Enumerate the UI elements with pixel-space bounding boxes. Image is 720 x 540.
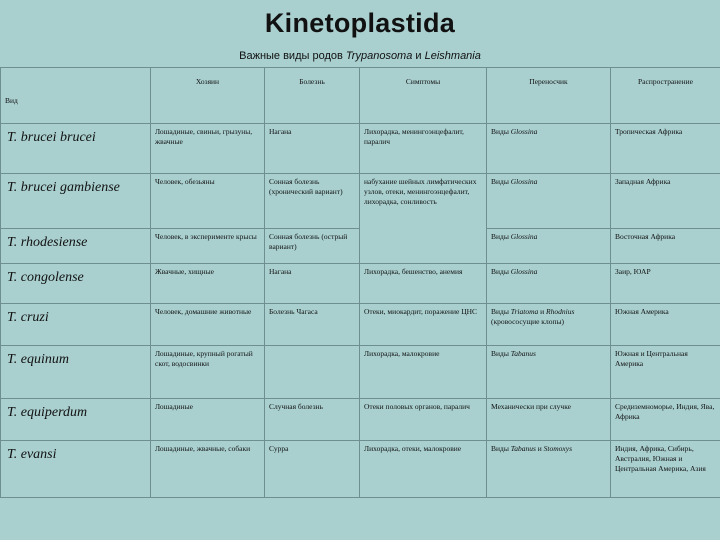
distribution-cell: Южная и Центральная Америка	[611, 346, 720, 399]
distribution-cell: Заир, ЮАР	[611, 264, 720, 304]
vector-genus: Glossina	[510, 267, 538, 276]
species-cell: T. brucei brucei	[1, 124, 151, 174]
vector-prefix: Виды	[491, 349, 511, 358]
table-row	[1, 399, 720, 441]
distribution-cell: Средиземноморье, Индия, Ява, Африка	[611, 399, 720, 441]
page-title: Kinetoplastida	[264, 8, 456, 38]
header-vector: Переносчик	[487, 68, 611, 124]
vector-cell	[487, 174, 611, 229]
disease-cell: Болезнь Чагаса	[265, 304, 360, 346]
hosts-cell: Лошадиные, жвачные, собаки	[151, 441, 265, 498]
vector-cell	[487, 264, 611, 304]
vector-cell	[487, 441, 611, 498]
species-cell: T. cruzi	[1, 304, 151, 346]
subtitle-prefix: Важные виды родов	[239, 50, 346, 62]
vector-conjunction: и	[535, 444, 544, 453]
subtitle-middle: и	[412, 50, 425, 62]
vector-cell	[487, 346, 611, 399]
vector-conjunction: и	[538, 307, 547, 316]
vector-prefix: Виды	[491, 232, 511, 241]
vector-genus: Glossina	[510, 177, 538, 186]
distribution-cell: Южная Америка	[611, 304, 720, 346]
symptoms-cell: Лихорадка, малокровие	[360, 346, 487, 399]
hosts-cell: Лошадиные, крупный рогатый скот, водосвинки	[151, 346, 265, 399]
header-row	[1, 68, 720, 124]
header-hosts: Хозяин	[151, 68, 265, 124]
vector-genus: Glossina	[510, 127, 538, 136]
subtitle-genus-trypanosoma: Trypanosoma	[345, 50, 413, 62]
vector-genus: Triatoma	[510, 307, 539, 316]
subtitle-genus-leishmania: Leishmania	[424, 50, 481, 62]
vector-genus: Tabanus	[510, 444, 536, 453]
page-subtitle	[0, 50, 720, 62]
vector-prefix: Виды	[491, 444, 511, 453]
header-distribution: Распространение	[611, 68, 720, 124]
hosts-cell: Жвачные, хищные	[151, 264, 265, 304]
header-species: Вид	[1, 68, 151, 124]
species-cell: T. equinum	[1, 346, 151, 399]
hosts-cell: Человек, в эксперименте крысы	[151, 229, 265, 264]
vector-genus-2: Stomoxys	[543, 444, 572, 453]
species-cell: T. equiperdum	[1, 399, 151, 441]
disease-cell: Сонная болезнь (острый вариант)	[265, 229, 360, 264]
hosts-cell: Человек, обезьяны	[151, 174, 265, 229]
table-row	[1, 346, 720, 399]
species-table	[0, 67, 720, 498]
vector-suffix: (кровососущие клопы)	[491, 317, 564, 326]
vector-prefix: Виды	[491, 267, 511, 276]
symptoms-cell: Лихорадка, отеки, малокровие	[360, 441, 487, 498]
disease-cell: Сонная болезнь (хронический вариант)	[265, 174, 360, 229]
vector-genus: Glossina	[510, 232, 538, 241]
disease-cell	[265, 346, 360, 399]
disease-cell: Случная болезнь	[265, 399, 360, 441]
vector-prefix: Виды	[491, 307, 511, 316]
table-row	[1, 441, 720, 498]
header-disease: Болезнь	[265, 68, 360, 124]
hosts-cell: Человек, домашние животные	[151, 304, 265, 346]
vector-cell: Механически при случке	[487, 399, 611, 441]
vector-cell	[487, 124, 611, 174]
symptoms-cell: Лихорадка, бешенство, анемия	[360, 264, 487, 304]
table-row	[1, 264, 720, 304]
disease-cell: Нагана	[265, 264, 360, 304]
distribution-cell: Тропическая Африка	[611, 124, 720, 174]
hosts-cell: Лошадиные, свиньи, грызуны, жвачные	[151, 124, 265, 174]
species-cell: T. rhodesiense	[1, 229, 151, 264]
table-row	[1, 304, 720, 346]
distribution-cell: Западная Африка	[611, 174, 720, 229]
distribution-cell: Индия, Африка, Сибирь, Австралия, Южная и Центральная Америка, Азия	[611, 441, 720, 498]
table-row	[1, 174, 720, 229]
symptoms-cell: Отеки половых органов, паралич	[360, 399, 487, 441]
vector-prefix: Виды	[491, 177, 511, 186]
distribution-cell: Восточная Африка	[611, 229, 720, 264]
species-cell: T. evansi	[1, 441, 151, 498]
disease-cell: Нагана	[265, 124, 360, 174]
vector-cell	[487, 304, 611, 346]
vector-genus-2: Rhodnius	[546, 307, 575, 316]
symptoms-cell: набухание шейных лимфатических узлов, отеки, менингоэнцефалит, лихорадка, сонливость	[360, 174, 487, 264]
vector-cell	[487, 229, 611, 264]
species-cell: T. congolense	[1, 264, 151, 304]
disease-cell: Сурра	[265, 441, 360, 498]
header-symptoms: Симптомы	[360, 68, 487, 124]
hosts-cell: Лошадиные	[151, 399, 265, 441]
species-cell: T. brucei gambiense	[1, 174, 151, 229]
table-row	[1, 124, 720, 174]
vector-prefix: Виды	[491, 127, 511, 136]
vector-genus: Tabanus	[510, 349, 536, 358]
symptoms-cell: Отеки, миокардит, поражение ЦНС	[360, 304, 487, 346]
symptoms-cell: Лихорадка, менингоэнцефалит, паралич	[360, 124, 487, 174]
